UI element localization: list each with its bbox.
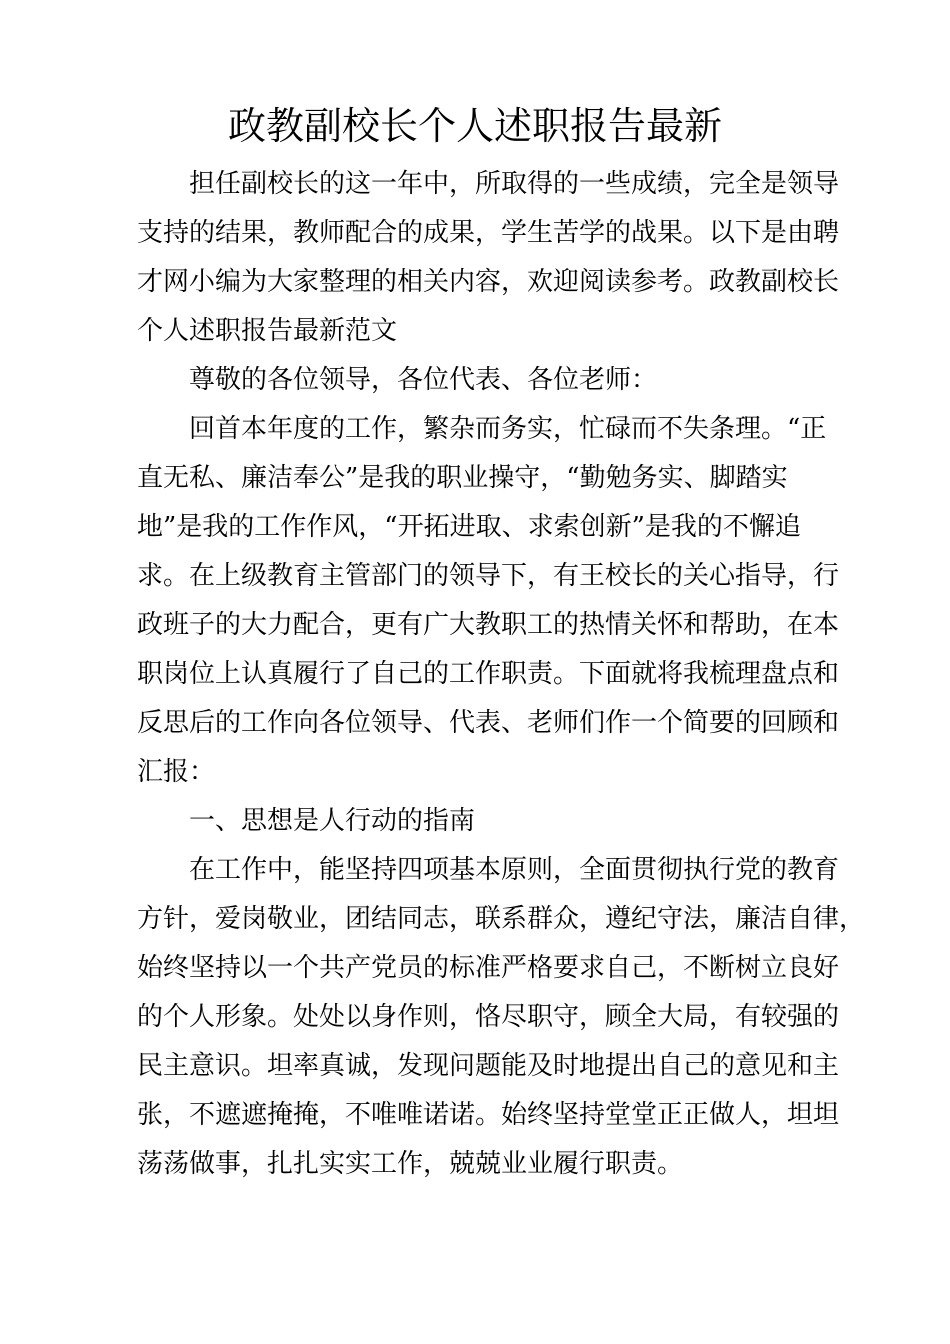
body-line: 的个人形象。处处以身作则，恪尽职守，顾全大局，有较强的 (137, 1002, 840, 1032)
body-line: 个人述职报告最新范文 (137, 316, 398, 346)
body-line: 回首本年度的工作，繁杂而务实，忙碌而不失条理。“正 (189, 414, 827, 444)
body-line: 政班子的大力配合，更有广大教职工的热情关怀和帮助，在本 (137, 610, 840, 640)
body-line: 支持的结果，教师配合的成果，学生苦学的战果。以下是由聘 (137, 218, 840, 248)
body-line: 一、思想是人行动的指南 (189, 806, 476, 836)
body-line: 担任副校长的这一年中，所取得的一些成绩，完全是领导 (189, 169, 840, 199)
body-line: 求。在上级教育主管部门的领导下，有王校长的关心指导，行 (137, 561, 840, 591)
body-line: 尊敬的各位领导，各位代表、各位老师： (189, 365, 658, 395)
body-line: 汇报： (137, 757, 216, 787)
body-line: 始终坚持以一个共产党员的标准严格要求自己，不断树立良好 (137, 953, 840, 983)
body-line: 地”是我的工作作风，“开拓进取、求索创新”是我的不懈追 (137, 512, 801, 542)
body-line: 在工作中，能坚持四项基本原则，全面贯彻执行党的教育 (189, 855, 840, 885)
document-body (137, 160, 866, 1189)
body-line: 荡荡做事，扎扎实实工作，兢兢业业履行职责。 (137, 1149, 684, 1179)
body-line: 才网小编为大家整理的相关内容，欢迎阅读参考。政教副校长 (137, 267, 840, 297)
body-line: 反思后的工作向各位领导、代表、老师们作一个简要的回顾和 (137, 708, 840, 738)
body-line: 张，不遮遮掩掩，不唯唯诺诺。始终坚持堂堂正正做人，坦坦 (137, 1100, 840, 1130)
body-line: 方针，爱岗敬业，团结同志，联系群众，遵纪守法，廉洁自律， (137, 904, 866, 934)
body-line: 直无私、廉洁奉公”是我的职业操守，“勤勉务实、脚踏实 (137, 463, 788, 493)
body-line: 职岗位上认真履行了自己的工作职责。下面就将我梳理盘点和 (137, 659, 840, 689)
body-line: 民主意识。坦率真诚，发现问题能及时地提出自己的意见和主 (137, 1051, 840, 1081)
document-title: 政教副校长个人述职报告最新 (227, 104, 722, 148)
